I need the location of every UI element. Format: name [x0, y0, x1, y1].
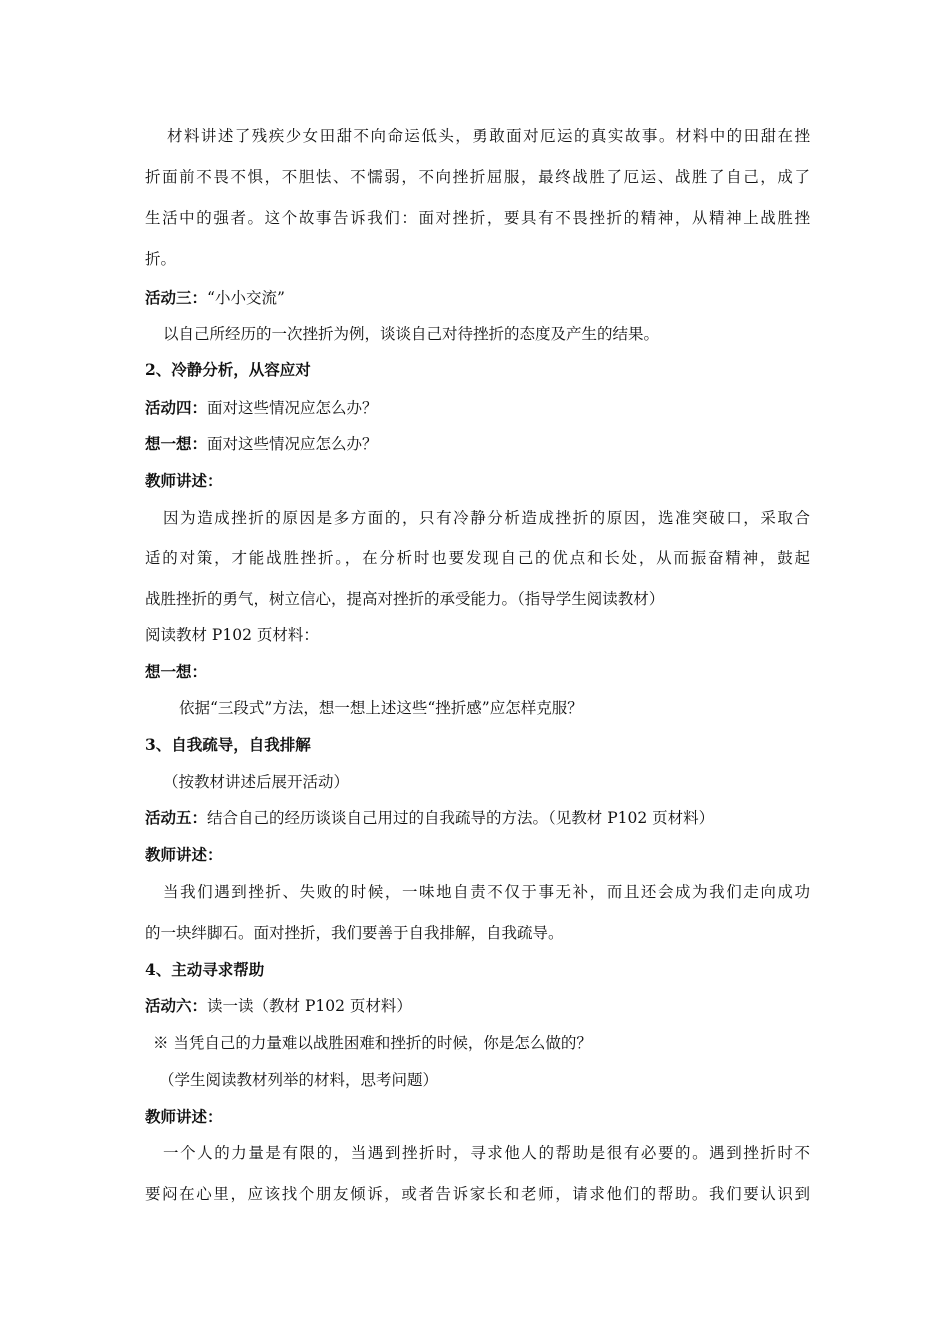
paragraph-line: 因为造成挫折的原因是多方面的，只有冷静分析造成挫折的原因，选准突破口，采取合: [163, 509, 810, 527]
teacher-heading: 教师讲述：: [145, 1107, 223, 1126]
paragraph-line: 战胜挫折的勇气，树立信心，提高对挫折的承受能力。（指导学生阅读教材）: [145, 590, 665, 608]
activity-text: 面对这些情况应怎么办？: [207, 399, 378, 417]
paragraph-line: （学生阅读教材列举的材料，思考问题）: [159, 1071, 439, 1089]
paragraph-line: 生活中的强者。这个故事告诉我们：面对挫折，要具有不畏挫折的精神，从精神上战胜挫: [145, 209, 810, 227]
think-text: 面对这些情况应怎么办？: [207, 435, 378, 453]
paragraph-line: 要闷在心里，应该找个朋友倾诉，或者告诉家长和老师，请求他们的帮助。我们要认识到: [145, 1185, 810, 1203]
paragraph-line: 折面前不畏不惧，不胆怯、不懦弱，不向挫折屈服，最终战胜了厄运、战胜了自己，成了: [145, 168, 810, 186]
activity-heading: [145, 994, 810, 1018]
activity-label: 活动六：: [145, 996, 208, 1015]
section-heading: 4、主动寻求帮助: [145, 960, 265, 979]
activity-label: 活动四：: [145, 398, 208, 417]
paragraph-line: （按教材讲述后展开活动）: [163, 773, 350, 791]
teacher-heading: 教师讲述：: [145, 845, 223, 864]
activity-heading: [145, 432, 810, 456]
activity-heading: [145, 806, 810, 830]
section-heading: 2、冷静分析，从容应对: [145, 360, 311, 379]
paragraph-line: 当我们遇到挫折、失败的时候，一味地自责不仅于事无补，而且还会成为我们走向成功: [163, 883, 810, 901]
think-heading: 想一想：: [145, 662, 208, 681]
paragraph-line: 适的对策，才能战胜挫折。，在分析时也要发现自己的优点和长处，从而振奋精神，鼓起: [145, 549, 810, 567]
think-label: 想一想：: [145, 434, 208, 453]
paragraph-line: ※ 当凭自己的力量难以战胜困难和挫折的时候，你是怎么做的？: [153, 1034, 592, 1052]
paragraph-line: 折。: [145, 250, 177, 268]
activity-text: 结合自己的经历谈谈自己用过的自我疏导的方法。（见教材 P102 页材料）: [207, 809, 715, 827]
activity-label: 活动三：: [145, 288, 208, 307]
activity-text: 读一读（教材 P102 页材料）: [207, 997, 412, 1015]
paragraph-line: 一个人的力量是有限的，当遇到挫折时，寻求他人的帮助是很有必要的。遇到挫折时不: [163, 1144, 810, 1162]
teacher-heading: 教师讲述：: [145, 471, 223, 490]
paragraph-line: 以自己所经历的一次挫折为例，谈谈自己对待挫折的态度及产生的结果。: [163, 325, 660, 343]
section-heading: 3、自我疏导，自我排解: [145, 735, 311, 754]
paragraph-line: 阅读教材 P102 页材料：: [145, 626, 319, 644]
activity-text: “小小交流”: [207, 289, 285, 307]
paragraph-line: 的一块绊脚石。面对挫折，我们要善于自我排解，自我疏导。: [145, 924, 564, 942]
activity-label: 活动五：: [145, 808, 208, 827]
activity-heading: [145, 396, 810, 420]
activity-heading: [145, 286, 810, 310]
paragraph-line: 依据“三段式”方法，想一想上述这些“挫折感”应怎样克服？: [179, 699, 583, 717]
paragraph-line: 材料讲述了残疾少女田甜不向命运低头，勇敢面对厄运的真实故事。材料中的田甜在挫: [167, 127, 810, 145]
